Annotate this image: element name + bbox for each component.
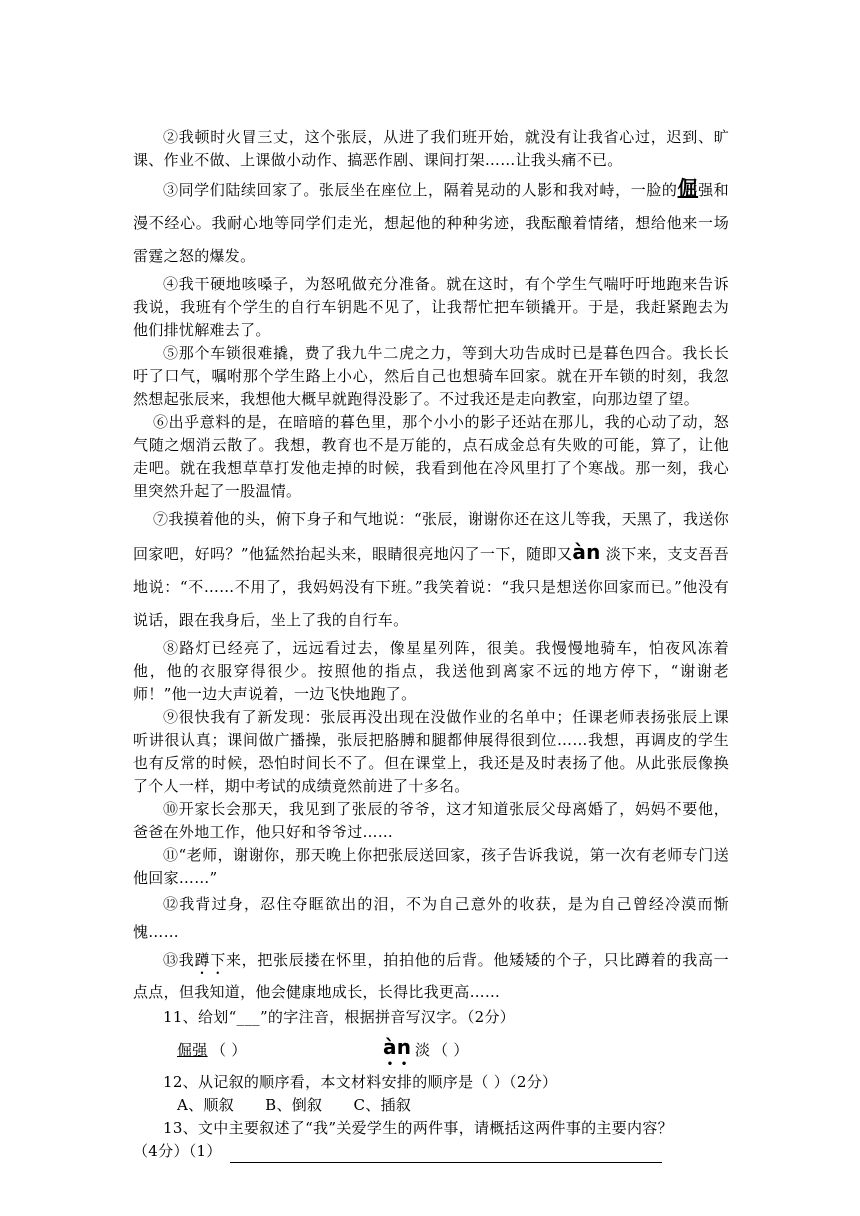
question-12-options [133,1094,729,1117]
paragraph-2: ②我顿时火冒三丈，这个张辰，从进了我们班开始，就没有让我省心过，迟到、旷课、作业不做、上课做小动作、搞恶作剧、课间打架……让我头痛不已。 [133,128,729,169]
paragraph-8: ⑧路灯已经亮了，远远看过去，像星星列阵，很美。我慢慢地骑车，怕夜风冻着他，他的衣服穿得很少。按照他的指点，我送他到离家不远的地方停下，“谢谢老师！”他一边大声说着，一边飞快地跑了。 [133,639,729,703]
paragraph-5: ⑤那个车锁很难撬，费了我九牛二虎之力，等到大功告成时已是暮色四合。我长长吁了口气，嘱咐那个学生路上小心，然后自己也想骑车回家。就在开车锁的时刻，我忽然想起张辰来，我想他大概早就跑得没影了。不过我还是走向教室，向那边望了望。 [133,344,729,408]
question-11-answers [133,1035,729,1069]
option-b[interactable]: B、倒叙 [265,1096,323,1114]
pinyin-an-answer: àn [383,1035,412,1059]
answer-blank-2[interactable]: （ ） [433,1041,469,1059]
paragraph-7: ⑦我摸着他的头，俯下身子和气地说：“张辰，谢谢你还在这儿等我，天黑了，我送你回家吧，好吗？”他猛然抬起头来，眼睛很亮地闪了一下，随即又àn 淡下来，支支吾吾地说：“不……不用了，我妈妈没有下班。”我笑着说：“我只是想送你回家而已。”他没有说话，跟在我身后，坐上了我的自行车。 [133,510,729,629]
paragraph-9: ⑨很快我有了新发现：张辰再没出现在没做作业的名单中；任课老师表扬张辰上课听讲很认真；课间做广播操，张辰把胳膊和腿都伸展得很到位……我想，再调皮的学生也有反常的时候，恐怕时间长不了。但在课堂上，我还是及时表扬了他。从此张辰像换了个人一样，期中考试的成绩竟然前进了十多名。 [133,708,729,795]
dotted-characters: 蹲下 [194,951,226,969]
answer-line-1[interactable] [230,1144,662,1163]
word-dan: 淡 [415,1041,431,1059]
underlined-character: 倔 [677,176,699,200]
paragraph-10: ⑩开家长会那天，我见到了张辰的爷爷，这才知道张辰父母离婚了，妈妈不要他，爸爸在外地工作，他只好和爷爷过…… [133,800,729,841]
reading-passage [133,126,729,1163]
paragraph-12: ⑫我背过身，忍住夺眶欲出的泪，不为自己意外的收获，是为自己曾经冷漠而惭愧…… [133,895,729,941]
answer-blank-1[interactable]: （ ） [211,1041,247,1059]
option-c[interactable]: C、插叙 [353,1096,412,1114]
paragraph-13: ⑬我蹲下来，把张辰搂在怀里，拍拍他的后背。他矮矮的个子，只比蹲着的我高一点点，但我知道，他会健康地成长，长得比我更高…… [133,951,729,1001]
question-13-answer-row: （4分）（1） [133,1140,729,1163]
word-juejiang: 倔强 [177,1041,208,1059]
option-a[interactable]: A、顺叙 [177,1096,235,1114]
question-11: 11、给划“___”的字注音，根据拼音写汉字。（2分） [163,1008,516,1026]
paragraph-3: ③同学们陆续回家了。张辰坐在座位上，隔着晃动的人影和我对峙，一脸的倔强和漫不经心。我耐心地等同学们走光，想起他的种种劣迹，我酝酿着情绪，想给他来一场雷霆之怒的爆发。 [133,176,729,265]
pinyin-an: àn [572,540,601,564]
paragraph-6: ⑥出乎意料的是，在暗暗的暮色里，那个小小的影子还站在那儿，我的心动了动，怒气随之烟消云散了。我想，教育也不是万能的，点石成金总有失败的可能，算了，让他走吧。就在我想草草打发他走掉的时候，我看到他在冷风里打了个寒战。那一刻，我心里突然升起了一股温情。 [133,413,729,500]
question-13: 13、文中主要叙述了“我”关爱学生的两件事，请概括这两件事的主要内容？ [163,1119,673,1137]
paragraph-4: ④我干硬地咳嗓子，为怒吼做充分准备。就在这时，有个学生气喘吁吁地跑来告诉我说，我班有个学生的自行车钥匙不见了，让我帮忙把车锁撬开。于是，我赶紧跑去为他们排忧解难去了。 [133,275,729,339]
paragraph-11: ⑪“老师，谢谢你，那天晚上你把张辰送回家，孩子告诉我说，第一次有老师专门送他回家……” [133,846,729,887]
question-12: 12、从记叙的顺序看，本文材料安排的顺序是（ ）（2分） [163,1073,558,1091]
